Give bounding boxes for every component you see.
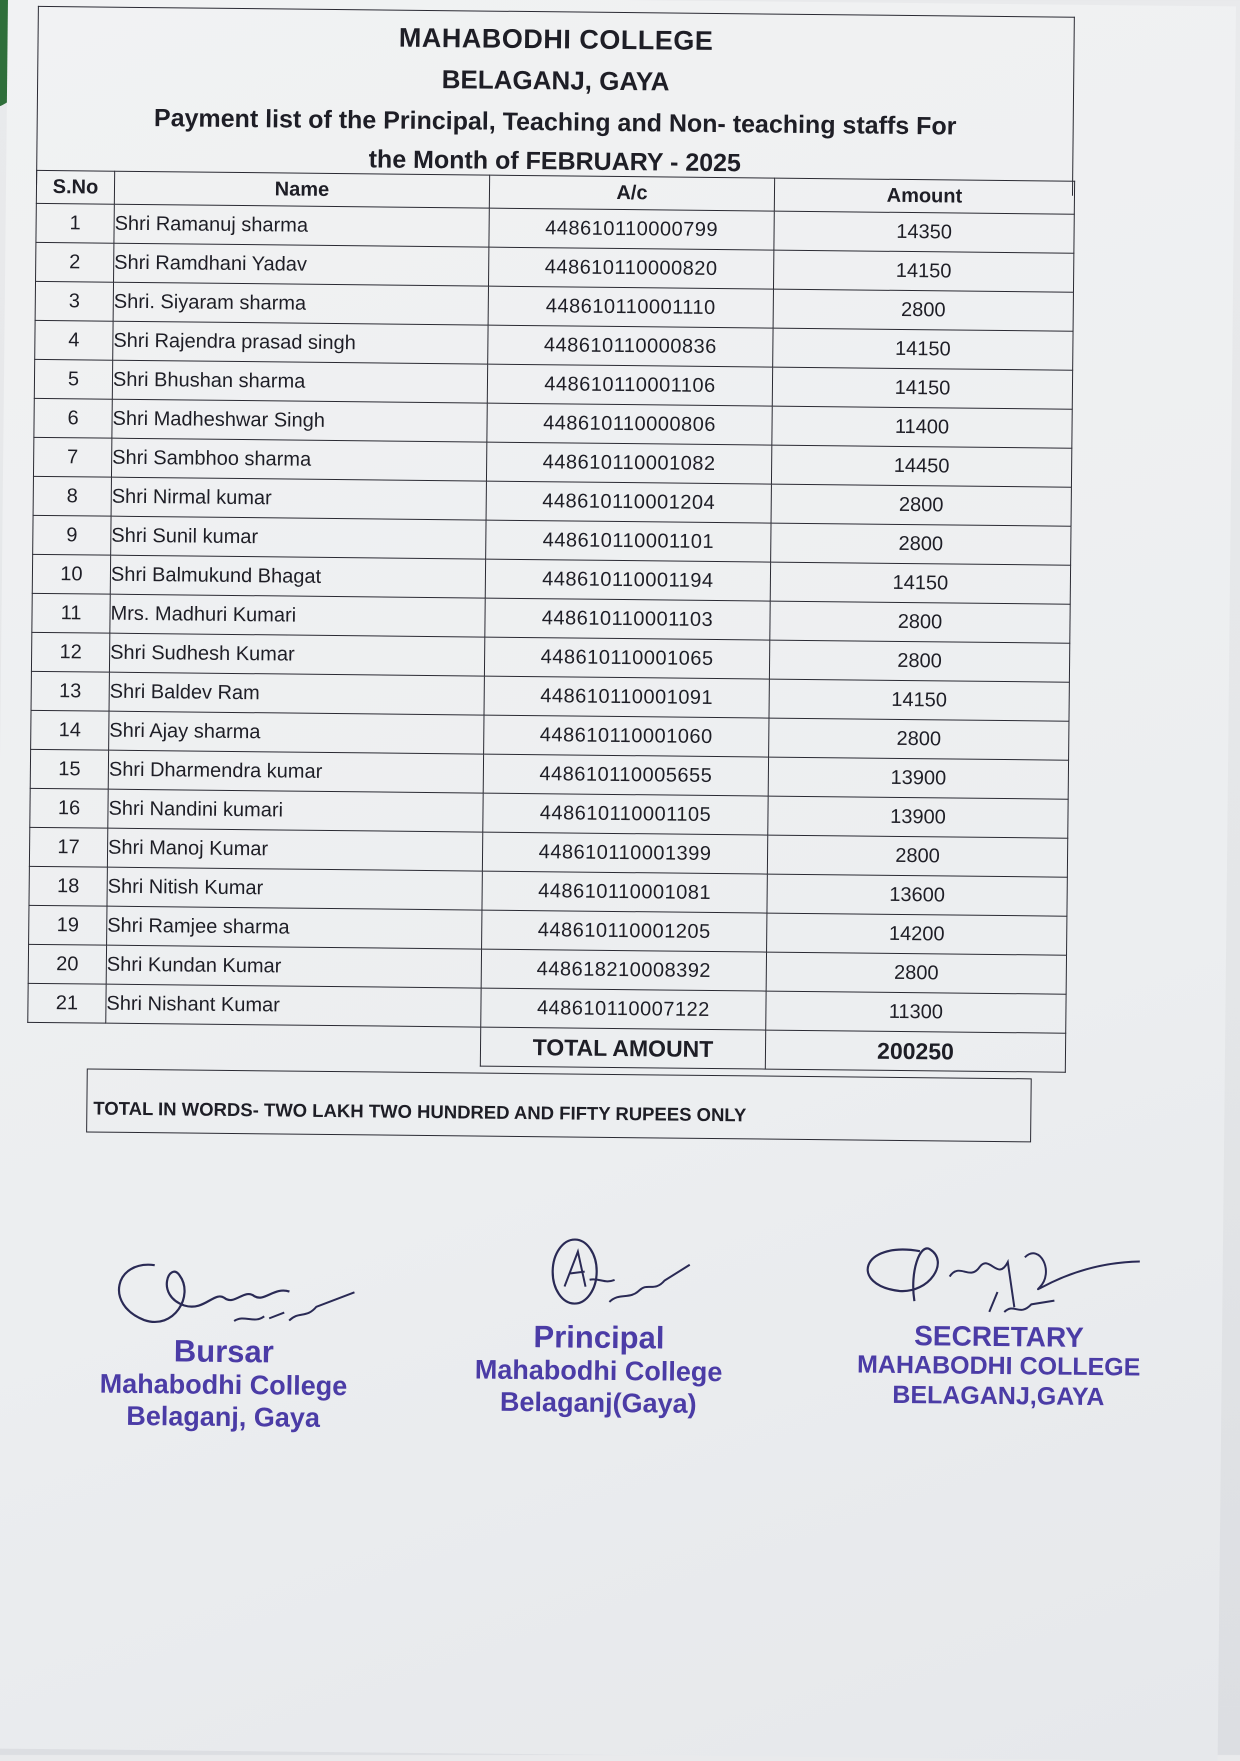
cell-account: 448610110000836	[488, 325, 773, 367]
cell-amount: 14150	[769, 679, 1069, 721]
cell-sno: 8	[33, 476, 111, 516]
cell-name: Shri Nandini kumari	[108, 789, 483, 832]
principal-title: Principal	[533, 1319, 665, 1356]
cell-account: 448610110001065	[484, 637, 769, 679]
cell-name: Shri Ajay sharma	[109, 711, 484, 754]
cell-account: 448610110001106	[487, 364, 772, 406]
cell-name: Shri Ramanuj sharma	[114, 204, 489, 247]
cell-account: 448610110005655	[483, 754, 768, 796]
cell-sno: 17	[29, 827, 107, 867]
bursar-signature-block	[63, 1234, 385, 1435]
cell-name: Shri Madheshwar Singh	[112, 399, 487, 442]
cell-amount: 2800	[769, 718, 1069, 760]
total-in-words: TOTAL IN WORDS- TWO LAKH TWO HUNDRED AND FIFTY RUPEES ONLY	[86, 1068, 1032, 1142]
cell-amount: 14150	[773, 328, 1073, 370]
cell-name: Shri Baldev Ram	[109, 672, 484, 715]
cell-account: 448610110001399	[482, 832, 767, 874]
cell-sno: 15	[30, 749, 108, 789]
cell-sno: 18	[29, 866, 107, 906]
document-header	[36, 6, 1075, 196]
total-spacer	[105, 1023, 480, 1066]
cell-amount: 14450	[771, 445, 1071, 487]
cell-account: 448610110001103	[485, 598, 770, 640]
document-title-line1: Payment list of the Principal, Teaching and Non- teaching staffs For	[153, 104, 957, 141]
cell-amount: 2800	[767, 835, 1067, 877]
cell-sno: 6	[34, 398, 112, 438]
cell-account: 448610110001110	[488, 286, 773, 328]
cell-name: Shri Kundan Kumar	[106, 945, 481, 988]
cell-sno: 10	[32, 554, 110, 594]
cell-name: Shri Bhushan sharma	[112, 360, 487, 403]
cell-name: Mrs. Madhuri Kumari	[110, 594, 485, 637]
cell-account: 448610110001060	[484, 715, 769, 757]
cell-name: Shri Balmukund Bhagat	[110, 555, 485, 598]
cell-name: Shri Sunil kumar	[111, 516, 486, 559]
total-amount-value: 200250	[765, 1030, 1065, 1072]
cell-amount: 14150	[770, 562, 1070, 604]
bursar-signature	[84, 1234, 365, 1337]
cell-sno: 5	[34, 359, 112, 399]
cell-name: Shri Nitish Kumar	[107, 867, 482, 910]
cell-name: Shri Rajendra prasad singh	[113, 321, 488, 364]
bursar-line1: Mahabodhi College	[99, 1368, 348, 1401]
cell-amount: 2800	[766, 952, 1066, 994]
cell-sno: 19	[29, 905, 107, 945]
cell-account: 448610110001204	[486, 481, 771, 523]
cell-name: Shri Manoj Kumar	[107, 828, 482, 871]
cell-sno: 4	[35, 320, 113, 360]
cell-amount: 13900	[768, 796, 1068, 838]
principal-line2: Belaganj(Gaya)	[499, 1386, 697, 1419]
cell-sno: 14	[31, 710, 109, 750]
cell-sno: 2	[36, 242, 114, 282]
cell-sno: 16	[30, 788, 108, 828]
cell-name: Shri Ramdhani Yadav	[114, 243, 489, 286]
cell-sno: 3	[35, 281, 113, 321]
cell-account: 448610110000820	[488, 247, 773, 289]
cell-name: Shri Ramjee sharma	[107, 906, 482, 949]
column-header-name: Name	[114, 171, 489, 208]
secretary-signature	[839, 1230, 1160, 1323]
cell-account: 448610110001105	[483, 793, 768, 835]
column-header-amount: Amount	[774, 178, 1074, 214]
cell-name: Shri Sudhesh Kumar	[109, 633, 484, 676]
document-title-line2: the Month of FEBRUARY - 2025	[368, 145, 742, 178]
cell-account: 448610110001194	[485, 559, 770, 601]
cell-amount: 13600	[767, 874, 1067, 916]
cell-account: 448610110001205	[482, 910, 767, 952]
cell-amount: 2800	[770, 601, 1070, 643]
principal-signature	[489, 1231, 710, 1323]
column-header-ac: A/c	[489, 175, 774, 211]
cell-sno: 9	[33, 515, 111, 555]
cell-amount: 2800	[773, 289, 1073, 331]
total-spacer	[27, 1022, 105, 1062]
cell-name: Shri Sambhoo sharma	[111, 438, 486, 481]
cell-account: 448610110000806	[487, 403, 772, 445]
cell-amount: 2800	[771, 484, 1071, 526]
bursar-title: Bursar	[173, 1333, 274, 1370]
principal-line1: Mahabodhi College	[474, 1354, 723, 1387]
cell-amount: 2800	[769, 640, 1069, 682]
cell-account: 448618210008392	[481, 949, 766, 991]
secretary-signature-block	[833, 1230, 1165, 1413]
secretary-line1: MAHABODHI COLLEGE	[856, 1350, 1141, 1382]
cell-amount: 11400	[772, 406, 1072, 448]
cell-sno: 20	[28, 944, 106, 984]
cell-sno: 12	[31, 632, 109, 672]
cell-name: Shri Nirmal kumar	[111, 477, 486, 520]
cell-sno: 1	[36, 203, 114, 243]
payment-table	[27, 170, 1075, 1073]
cell-amount: 11300	[766, 991, 1066, 1033]
cell-amount: 13900	[768, 757, 1068, 799]
cell-name: Shri Dharmendra kumar	[108, 750, 483, 793]
cell-name: Shri. Siyaram sharma	[113, 282, 488, 325]
cell-amount: 14150	[772, 367, 1072, 409]
cell-amount: 14150	[773, 250, 1073, 292]
cell-amount: 2800	[771, 523, 1071, 565]
secretary-line2: BELAGANJ,GAYA	[892, 1381, 1105, 1412]
cell-account: 448610110001082	[486, 442, 771, 484]
cell-account: 448610110001091	[484, 676, 769, 718]
total-amount-label: TOTAL AMOUNT	[480, 1027, 765, 1069]
cell-sno: 11	[32, 593, 110, 633]
secretary-title: SECRETARY	[914, 1320, 1084, 1353]
cell-account: 448610110007122	[481, 988, 766, 1030]
cell-account: 448610110001101	[486, 520, 771, 562]
cell-name: Shri Nishant Kumar	[106, 984, 481, 1027]
bursar-line2: Belaganj, Gaya	[126, 1400, 321, 1433]
cell-sno: 13	[31, 671, 109, 711]
cell-sno: 7	[33, 437, 111, 477]
cell-amount: 14350	[774, 211, 1074, 253]
cell-sno: 21	[28, 983, 106, 1023]
college-place: BELAGANJ, GAYA	[441, 64, 670, 97]
cell-account: 448610110001081	[482, 871, 767, 913]
college-name: MAHABODHI COLLEGE	[398, 22, 714, 56]
principal-signature-block	[428, 1230, 770, 1421]
cell-account: 448610110000799	[489, 208, 774, 250]
cell-amount: 14200	[767, 913, 1067, 955]
column-header-sno: S.No	[36, 170, 114, 204]
